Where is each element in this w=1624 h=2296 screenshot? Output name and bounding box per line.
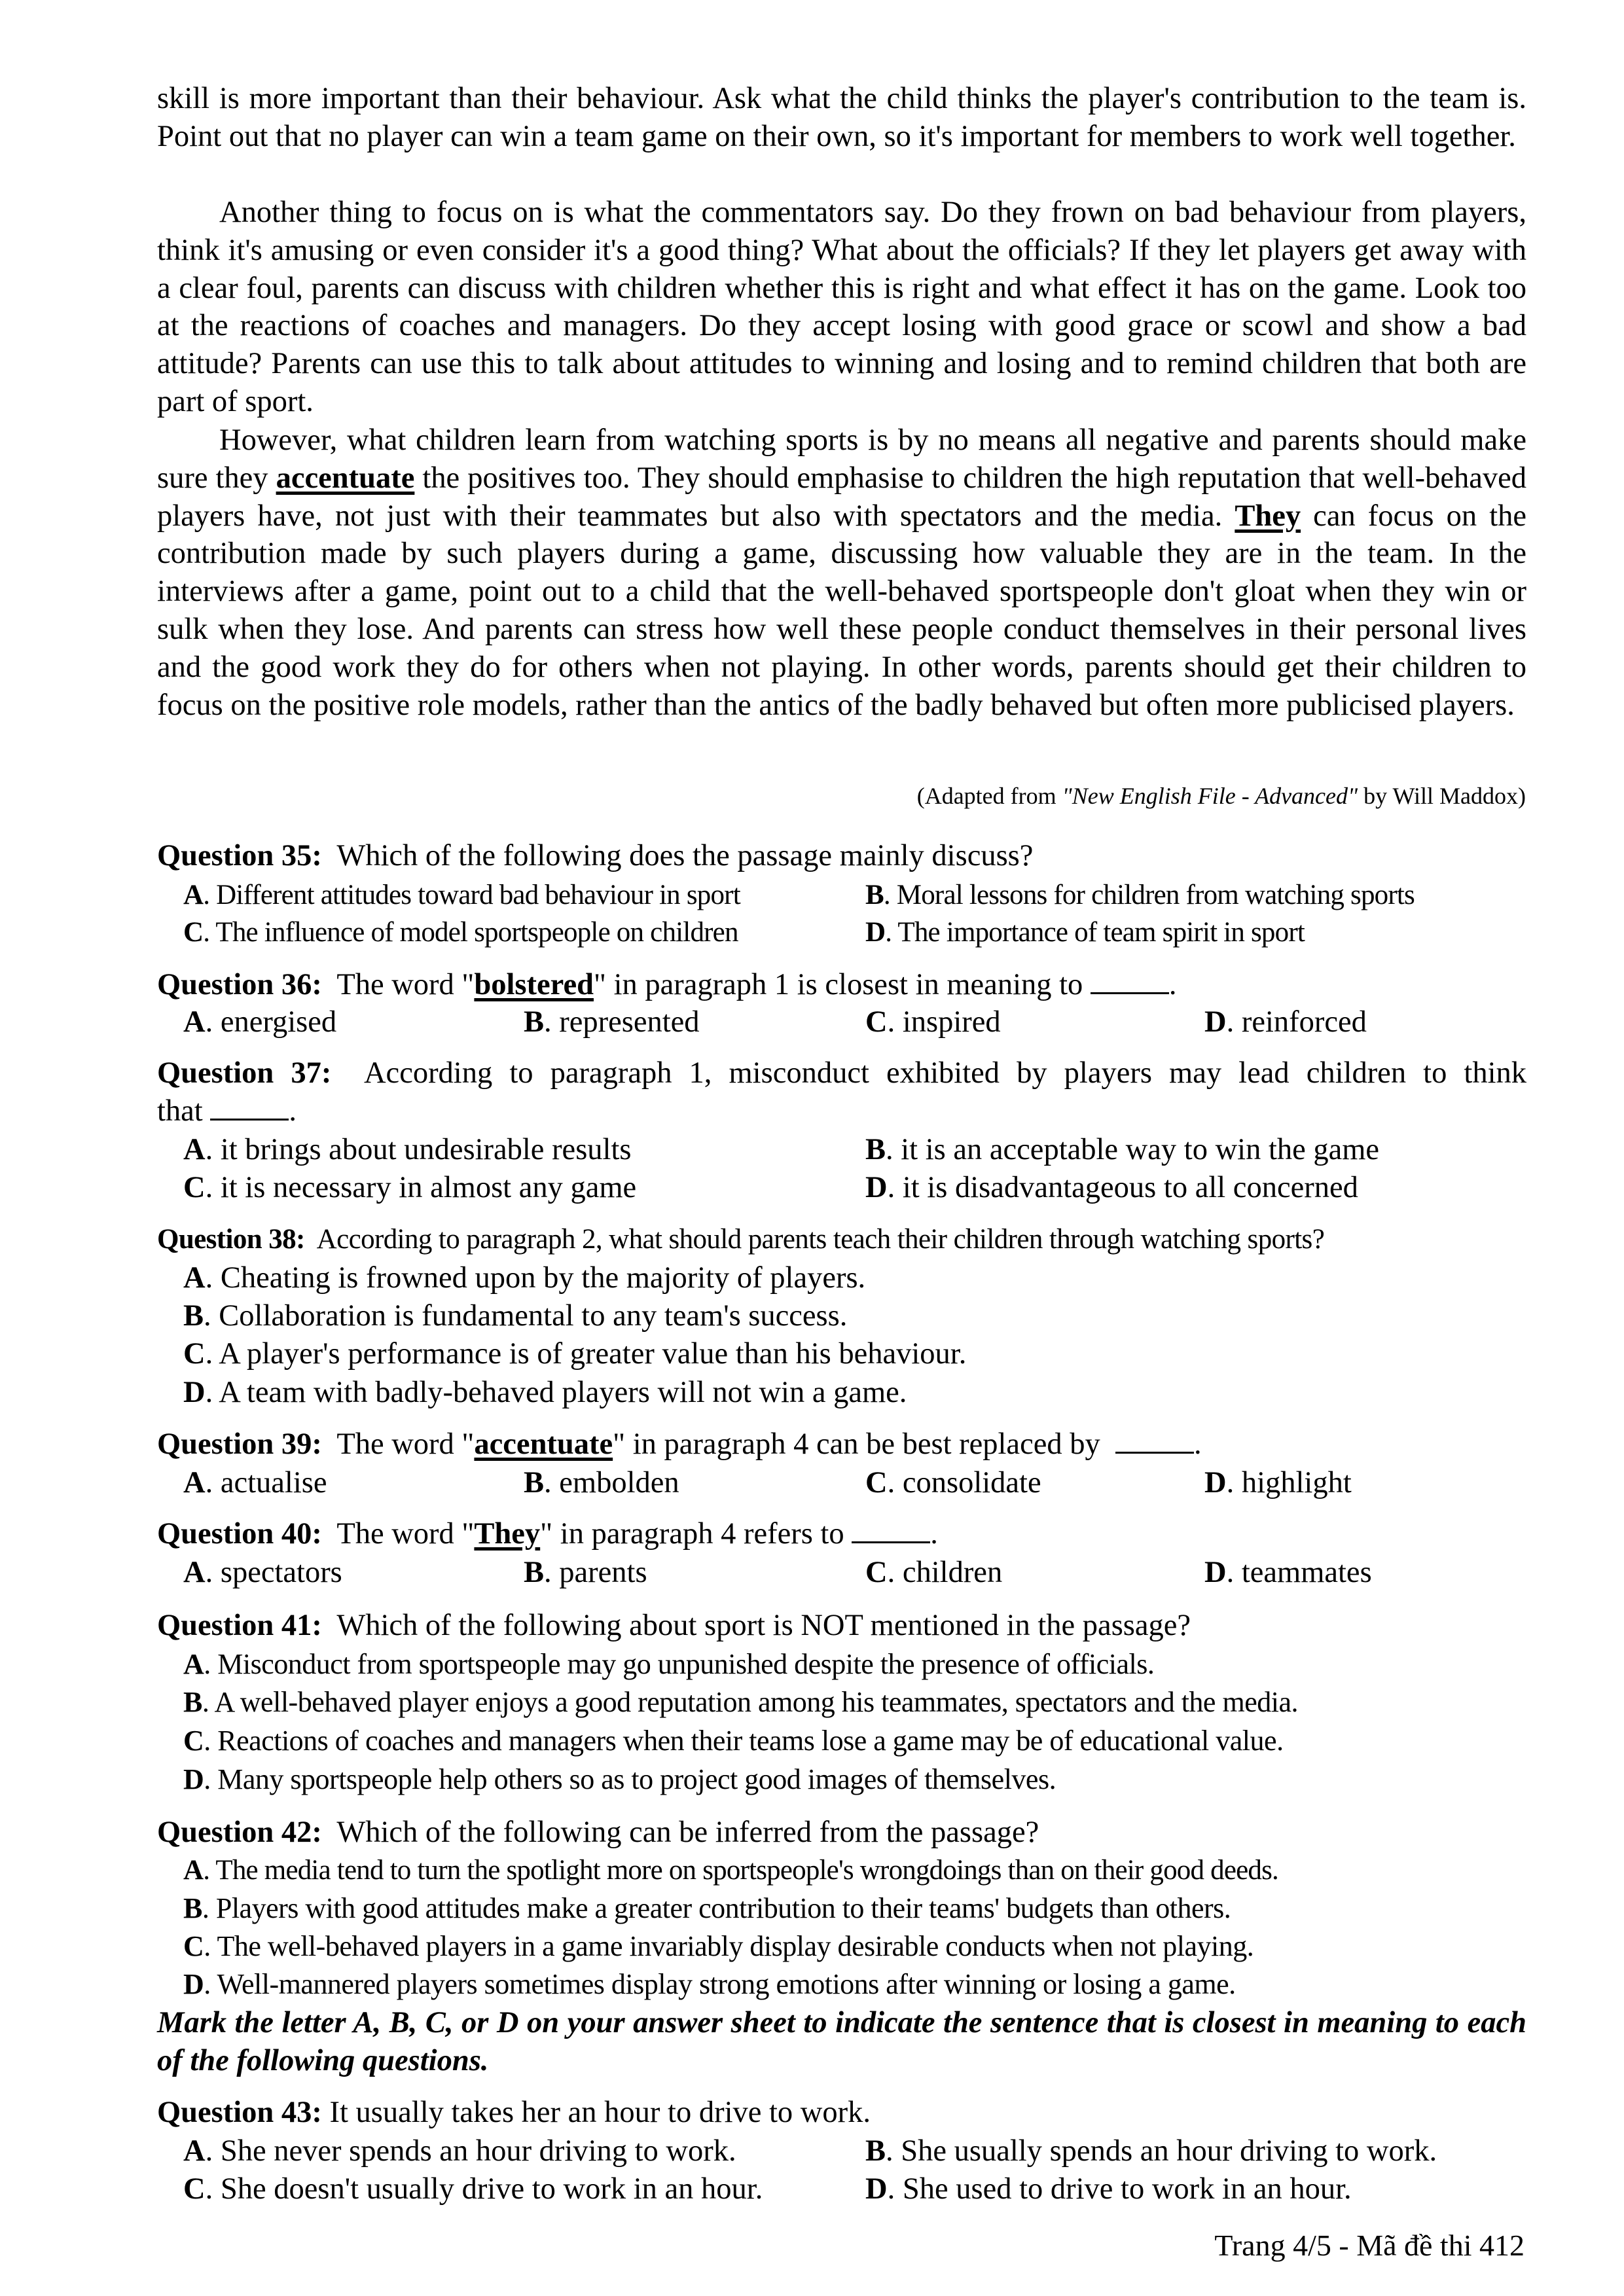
option-letter: A (183, 1261, 206, 1295)
option-separator: . (205, 2134, 221, 2168)
keyword-they: They (1235, 499, 1301, 533)
q41-option-a[interactable] (183, 1645, 1154, 1683)
question-stem: Which of the following can be inferred from the passage? (336, 1816, 1039, 1849)
passage-paragraph-1-tail: skill is more important than their behaviour. Ask what the child thinks the player's contribution to the team is. Point out that no player can win a team game on their own, so it's important for members to work well together. (157, 82, 1526, 153)
question-label: Question 40: (157, 1517, 322, 1551)
p4-text-1: However, what children learn from watching sports is by no means all negative and parents should make sure they (157, 423, 1526, 495)
option-separator: . (204, 1299, 219, 1333)
option-letter: B (865, 880, 884, 910)
option-separator: . (202, 1892, 216, 1924)
option-text: The importance of team spirit in sport (897, 917, 1305, 948)
q40-option-b[interactable] (524, 1554, 647, 1592)
option-text: teammates (1241, 1556, 1372, 1589)
option-letter: D (865, 917, 886, 948)
option-separator: . (887, 2172, 903, 2206)
option-text: actualise (220, 1466, 327, 1499)
question-stem: Which of the following about sport is NOT mentioned in the passage? (336, 1609, 1191, 1642)
answer-blank (210, 1095, 289, 1121)
option-text: it brings about undesirable results (220, 1133, 632, 1166)
stem-part: that (157, 1094, 203, 1128)
q35-option-d[interactable] (865, 914, 1305, 952)
question-stem: It usually takes her an hour to drive to work. (329, 2096, 871, 2129)
option-letter: A (183, 2134, 206, 2168)
option-text: A player's performance is of greater value than his behaviour. (219, 1337, 967, 1371)
option-letter: D (183, 1968, 204, 2000)
option-letter: D (183, 1763, 204, 1795)
q41-option-b[interactable] (183, 1683, 1298, 1721)
q37-option-b[interactable] (865, 1131, 1379, 1169)
q38-option-d[interactable] (183, 1374, 907, 1412)
option-separator: . (887, 1171, 903, 1204)
option-text: Different attitudes toward bad behaviour in sport (216, 880, 740, 910)
option-text: Reactions of coaches and managers when their teams lose a game may be of educational value. (217, 1725, 1284, 1757)
option-letter: D (1204, 1556, 1227, 1589)
stem-period: . (930, 1517, 938, 1551)
option-letter: C (183, 1930, 204, 1962)
answer-blank (852, 1518, 930, 1543)
option-text: She never spends an hour driving to work. (220, 2134, 736, 2168)
question-43 (157, 2094, 1526, 2132)
option-separator: . (204, 1968, 217, 2000)
option-separator: . (205, 1556, 221, 1589)
option-text: Moral lessons for children from watching sports (896, 880, 1415, 910)
option-separator: . (203, 917, 216, 948)
option-separator: . (205, 1337, 219, 1371)
option-text: A team with badly-behaved players will not win a game. (219, 1376, 907, 1409)
stem-part: " in paragraph 4 can be best replaced by (613, 1427, 1100, 1461)
option-separator: . (887, 1556, 903, 1589)
option-letter: C (183, 1725, 204, 1757)
q42-option-b[interactable] (183, 1890, 1231, 1928)
option-separator: . (204, 1763, 218, 1795)
q41-option-d[interactable] (183, 1761, 1056, 1799)
option-text: inspired (902, 1005, 1001, 1039)
option-text: Cheating is frowned upon by the majority of players. (220, 1261, 866, 1295)
passage-source (917, 782, 1526, 810)
option-text: spectators (220, 1556, 342, 1589)
option-letter: B (524, 1005, 545, 1039)
q39-option-b[interactable] (524, 1464, 679, 1502)
q42-option-c[interactable] (183, 1928, 1254, 1965)
option-text: consolidate (902, 1466, 1041, 1499)
option-letter: C (865, 1005, 888, 1039)
option-separator: . (544, 1466, 560, 1499)
q39-option-a[interactable] (183, 1464, 327, 1502)
option-text: energised (220, 1005, 337, 1039)
q42-option-d[interactable] (183, 1965, 1236, 2003)
option-text: parents (559, 1556, 647, 1589)
keyword-they: They (474, 1517, 541, 1551)
option-separator: . (204, 1725, 218, 1757)
answer-blank (1091, 969, 1169, 994)
q35-option-c[interactable] (183, 914, 738, 952)
question-label: Question 42: (157, 1816, 322, 1849)
question-label: Question 37: (157, 1056, 332, 1090)
option-letter: B (183, 1686, 202, 1718)
option-text: Many sportspeople help others so as to project good images of themselves. (217, 1763, 1056, 1795)
stem-part: " in paragraph 1 is closest in meaning to (593, 968, 1083, 1001)
q37-option-c[interactable] (183, 1169, 636, 1207)
option-separator: . (205, 1261, 221, 1295)
option-text: represented (559, 1005, 700, 1039)
stem-part: " in paragraph 4 refers to (540, 1517, 844, 1551)
q36-option-b[interactable] (524, 1003, 700, 1041)
q43-option-c[interactable] (183, 2170, 763, 2208)
option-letter: B (865, 2134, 886, 2168)
question-35 (157, 837, 1526, 875)
option-separator: . (887, 1005, 903, 1039)
option-letter: C (865, 1556, 888, 1589)
option-separator: . (205, 1005, 221, 1039)
option-text: The well-behaved players in a game invariably display desirable conducts when not playing. (217, 1930, 1254, 1962)
option-text: it is disadvantageous to all concerned (902, 1171, 1358, 1204)
stem-period: . (1168, 968, 1177, 1001)
question-stem: According to paragraph 1, misconduct exhibited by players may lead children to think (363, 1056, 1526, 1090)
option-text: highlight (1241, 1466, 1352, 1499)
option-letter: C (865, 1466, 888, 1499)
option-separator: . (203, 1855, 216, 1886)
stem-part: The word " (336, 1517, 475, 1551)
question-label: Question 41: (157, 1609, 322, 1642)
option-letter: C (183, 1337, 206, 1371)
source-close: by Will Maddox) (1358, 783, 1526, 809)
option-text: children (902, 1556, 1003, 1589)
option-text: A well-behaved player enjoys a good reputation among his teammates, spectators and the media. (214, 1686, 1298, 1718)
q43-option-d[interactable] (865, 2170, 1352, 2208)
stem-part: The word " (336, 1427, 475, 1461)
option-letter: D (183, 1376, 206, 1409)
source-title: "New English File - Advanced" (1062, 783, 1358, 809)
question-stem: Which of the following does the passage mainly discuss? (336, 839, 1034, 872)
question-label: Question 39: (157, 1427, 322, 1461)
q40-option-d[interactable] (1204, 1554, 1372, 1592)
question-label: Question 43: (157, 2096, 322, 2129)
q37-option-a[interactable] (183, 1131, 631, 1169)
option-letter: A (183, 1556, 206, 1589)
option-separator: . (205, 2172, 221, 2206)
q43-option-b[interactable] (865, 2132, 1437, 2170)
option-separator: . (544, 1005, 560, 1039)
option-separator: . (1226, 1005, 1242, 1039)
question-41 (157, 1607, 1526, 1645)
question-42 (157, 1814, 1526, 1852)
q36-option-c[interactable] (865, 1003, 1001, 1041)
option-letter: B (524, 1466, 545, 1499)
option-text: Misconduct from sportspeople may go unpunished despite the presence of officials. (217, 1648, 1155, 1680)
option-separator: . (204, 1648, 218, 1680)
option-text: The media tend to turn the spotlight more on sportspeople's wrongdoings than on their good deeds. (215, 1855, 1278, 1886)
option-separator: . (1226, 1556, 1242, 1589)
page-footer: Trang 4/5 - Mã đề thi 412 (1214, 2229, 1525, 2262)
q39-option-d[interactable] (1204, 1464, 1352, 1502)
option-separator: . (204, 1930, 217, 1962)
q41-option-c[interactable] (183, 1722, 1284, 1760)
question-37-line-2 (157, 1092, 1526, 1130)
option-letter: C (183, 2172, 206, 2206)
section-instruction: Mark the letter A, B, C, or D on your answer sheet to indicate the sentence that is closest in meaning to each of the following questions. (157, 2006, 1526, 2077)
option-text: Collaboration is fundamental to any team's success. (219, 1299, 848, 1333)
q37-option-d[interactable] (865, 1169, 1358, 1207)
option-separator: . (886, 1133, 901, 1166)
p4-text-2: the positives too. They should emphasise to children the high reputation that well-behaved players have, not just with their teammates but also with spectators and the media. (157, 461, 1527, 533)
q38-option-c[interactable] (183, 1335, 966, 1373)
source-open: (Adapted from (916, 783, 1062, 809)
option-letter: A (183, 1133, 206, 1166)
option-letter: A (183, 880, 204, 910)
q38-option-b[interactable] (183, 1297, 847, 1335)
question-label: Question 35: (157, 839, 322, 872)
q35-option-a[interactable] (183, 876, 740, 914)
keyword-accentuate: accentuate (474, 1427, 613, 1461)
option-letter: B (183, 1892, 202, 1924)
q35-option-b[interactable] (865, 876, 1415, 914)
option-text: Well-mannered players sometimes display strong emotions after winning or losing a game. (217, 1968, 1236, 2000)
q36-option-a[interactable] (183, 1003, 336, 1041)
option-letter: B (865, 1133, 886, 1166)
passage-paragraph-4 (157, 422, 1526, 724)
q38-option-a[interactable] (183, 1259, 865, 1297)
question-stem: According to paragraph 2, what should parents teach their children through watching sports? (316, 1224, 1325, 1255)
q43-option-a[interactable] (183, 2132, 736, 2170)
option-letter: A (183, 1648, 204, 1680)
passage-paragraph-3: Another thing to focus on is what the commentators say. Do they frown on bad behaviour from players, think it's amusing or even consider it's a good thing? What about the officials? If they let players get away with a clear foul, parents can discuss with children whether this is right and what effect it has on the game. Look too at the reactions of coaches and managers. Do they accept losing with good grace or scowl and show a bad attitude? Parents can use this to talk about attitudes to winning and losing and to remind children that both are part of sport. (157, 196, 1526, 418)
question-label: Question 36: (157, 968, 322, 1001)
keyword-bolstered: bolstered (474, 968, 594, 1001)
option-text: reinforced (1241, 1005, 1367, 1039)
stem-period: . (289, 1094, 297, 1128)
stem-period: . (1193, 1427, 1202, 1461)
option-text: She usually spends an hour driving to work. (901, 2134, 1437, 2168)
q39-option-c[interactable] (865, 1464, 1041, 1502)
option-separator: . (205, 1171, 221, 1204)
question-39 (157, 1426, 1526, 1463)
question-36 (157, 966, 1526, 1004)
option-separator: . (205, 1466, 221, 1499)
option-letter: C (183, 1171, 206, 1204)
option-letter: A (183, 1855, 204, 1886)
option-letter: D (1204, 1005, 1227, 1039)
option-separator: . (544, 1556, 560, 1589)
option-text: Players with good attitudes make a greater contribution to their teams' budgets than others. (215, 1892, 1231, 1924)
q36-option-d[interactable] (1204, 1003, 1367, 1041)
option-separator: . (886, 2134, 901, 2168)
option-separator: . (1226, 1466, 1242, 1499)
option-separator: . (205, 1376, 219, 1409)
option-letter: A (183, 1005, 206, 1039)
option-text: embolden (559, 1466, 679, 1499)
option-separator: . (885, 917, 898, 948)
q40-option-c[interactable] (865, 1554, 1002, 1592)
option-letter: D (1204, 1466, 1227, 1499)
stem-part: The word " (336, 968, 475, 1001)
option-letter: D (865, 2172, 888, 2206)
option-letter: B (524, 1556, 545, 1589)
option-separator: . (203, 880, 217, 910)
option-separator: . (887, 1466, 903, 1499)
keyword-accentuate: accentuate (276, 461, 415, 495)
answer-blank (1115, 1428, 1194, 1454)
option-text: it is an acceptable way to win the game (901, 1133, 1380, 1166)
option-text: She doesn't usually drive to work in an hour. (220, 2172, 763, 2206)
option-separator: . (883, 880, 897, 910)
option-letter: C (183, 917, 204, 948)
question-38 (157, 1221, 1526, 1259)
option-separator: . (202, 1686, 215, 1718)
question-37 (157, 1054, 1526, 1092)
question-label: Question 38: (157, 1224, 305, 1255)
option-separator: . (205, 1133, 221, 1166)
p4-text-3: can focus on the contribution made by such players during a game, discussing how valuable they are in the team. In the interviews after a game, point out to a child that the well-behaved sportspeople don't gloat when they win or sulk when they lose. And parents can stress how well these people conduct themselves in their personal lives and the good work they do for others when not playing. In other words, parents should get their children to focus on the positive role models, rather than the antics of the badly behaved but often more publicised players. (157, 499, 1526, 722)
question-40 (157, 1515, 1526, 1553)
option-text: The influence of model sportspeople on children (215, 917, 738, 948)
option-letter: B (183, 1299, 204, 1333)
option-text: it is necessary in almost any game (220, 1171, 637, 1204)
option-letter: A (183, 1466, 206, 1499)
option-letter: D (865, 1171, 888, 1204)
option-text: She used to drive to work in an hour. (902, 2172, 1352, 2206)
q40-option-a[interactable] (183, 1554, 342, 1592)
q42-option-a[interactable] (183, 1852, 1278, 1890)
